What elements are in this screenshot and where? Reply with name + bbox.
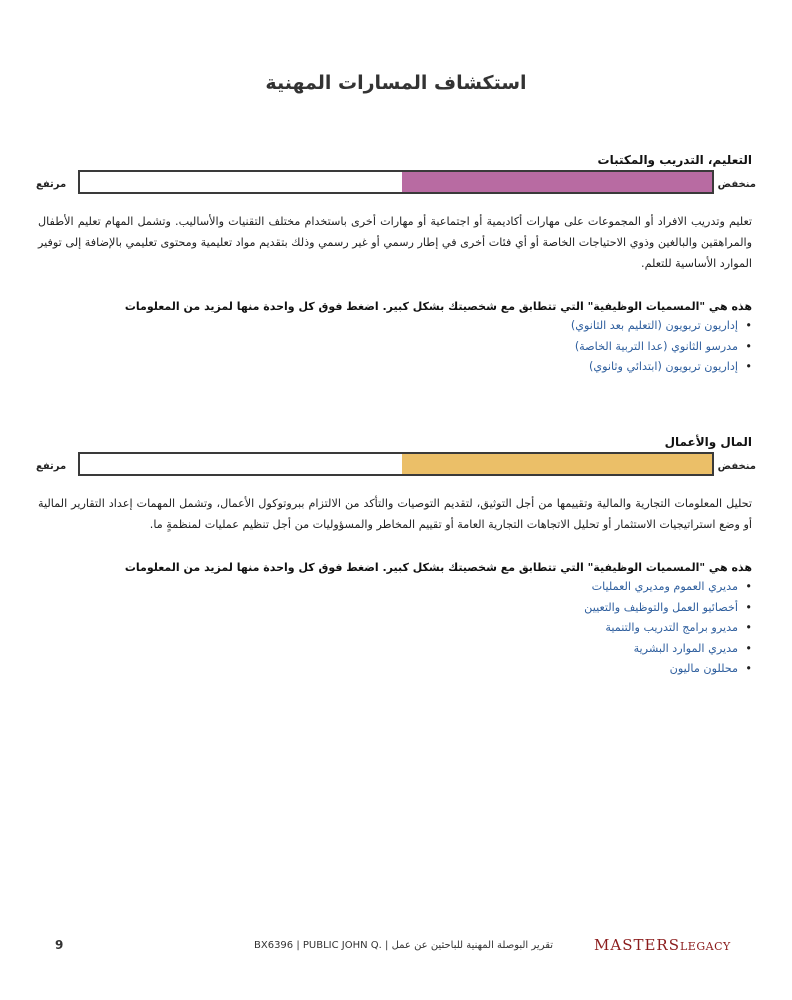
page-footer bbox=[0, 938, 792, 958]
section-title: المال والأعمال bbox=[664, 435, 752, 449]
job-link[interactable]: • إداريون تربويون (ابتدائي وثانوي) bbox=[571, 357, 738, 378]
job-link[interactable]: • مديرو برامج التدريب والتنمية bbox=[584, 618, 738, 639]
section-description: تعليم وتدريب الافراد أو المجموعات على مهارات أكاديمية أو اجتماعية أو مهارات أخرى باستخدام مختلف التقنيات والأساليب. وتشمل المهام تعليم الأطفال والمراهقين والبالغين وذوي الاحتياجات الخاصة أو أي فئات أخرى في إطار رسمي أو غير رسمي وذلك بتقديم مواد تعليمية ومحتوى تعليمي بالإضافة إلى توفير الموارد الأساسية للتعلم. bbox=[38, 215, 752, 270]
scale-low-label: منخفض bbox=[717, 179, 756, 190]
page-number: 9 bbox=[55, 938, 64, 952]
job-link[interactable]: • إداريون تربويون (التعليم بعد الثانوي) bbox=[571, 316, 738, 337]
scale-high-label: مرتفع bbox=[36, 461, 67, 472]
job-link[interactable]: • محللون ماليون bbox=[584, 659, 738, 680]
bar-fill bbox=[402, 172, 712, 192]
interest-bar bbox=[36, 170, 756, 198]
job-link[interactable]: • مديري العموم ومديري العمليات bbox=[584, 577, 738, 598]
job-list bbox=[571, 316, 752, 378]
logo-text-masters: MASTERS bbox=[594, 936, 680, 954]
report-identifier: BX6396 | PUBLIC JOHN Q. | تقرير البوصلة المهنية للباحثين عن عمل bbox=[254, 940, 554, 951]
bar-track bbox=[78, 170, 714, 194]
job-link[interactable]: • مدرسو الثانوي (عدا التربية الخاصة) bbox=[571, 337, 738, 358]
bar-fill bbox=[402, 454, 712, 474]
interest-bar bbox=[36, 452, 756, 480]
section-title: التعليم، التدريب والمكتبات bbox=[597, 153, 752, 167]
scale-high-label: مرتفع bbox=[36, 179, 67, 190]
job-list bbox=[584, 577, 752, 680]
section-description: تحليل المعلومات التجارية والمالية وتقييمها من أجل التوثيق، لتقديم التوصيات والتأكد من الالتزام ببروتوكول الأعمال، وتشمل المهمات إعداد التقارير المالية أو وضع استراتيجيات الاستثمار أو تحليل الاتجاهات التجارية العامة أو تقييم المخاطر والمسؤوليات من أجل تنظيم عمليات لمنظمةٍ ما. bbox=[38, 497, 752, 531]
jobs-intro: هذه هي "المسميات الوظيفية" التي تتطابق مع شخصيتك بشكل كبير. اضغط فوق كل واحدة منها لمزيد من المعلومات bbox=[124, 300, 752, 313]
job-link[interactable]: • أخصائيو العمل والتوظيف والتعيين bbox=[584, 598, 738, 619]
page-title: استكشاف المسارات المهنية bbox=[265, 72, 527, 94]
bar-track bbox=[78, 452, 714, 476]
masters-legacy-logo bbox=[594, 935, 731, 954]
jobs-intro: هذه هي "المسميات الوظيفية" التي تتطابق مع شخصيتك بشكل كبير. اضغط فوق كل واحدة منها لمزيد من المعلومات bbox=[124, 561, 752, 574]
logo-text-legacy: LEGACY bbox=[680, 940, 731, 953]
scale-low-label: منخفض bbox=[717, 461, 756, 472]
job-link[interactable]: • مديري الموارد البشرية bbox=[584, 639, 738, 660]
